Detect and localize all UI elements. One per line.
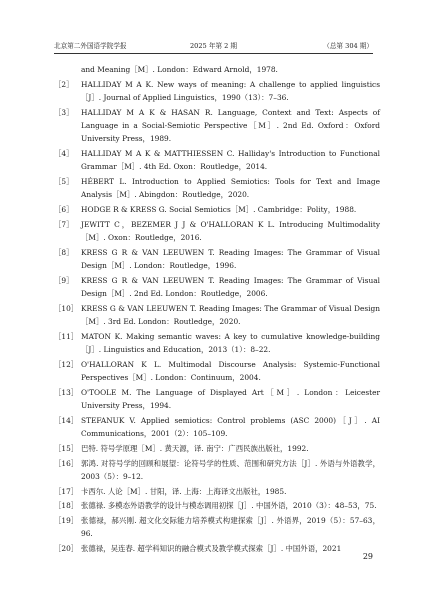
journal-name: 北京第二外国语学院学报 (54, 42, 127, 50)
reference-item (54, 514, 380, 540)
reference-text: MATON K. Making semantic waves: A key to cumulative knowledge-building［J］. Linguistics and Education，2013（1）：8–22. (81, 331, 380, 354)
reference-item (54, 203, 380, 216)
reference-number: ［3］ (54, 107, 74, 117)
reference-item (54, 147, 380, 173)
reference-number: ［13］ (54, 387, 79, 397)
reference-number: ［17］ (54, 486, 79, 496)
reference-text: KRESS G R & VAN LEEUWEN T. Reading Images: The Grammar of Visual Design［M］. 2nd Ed. London：Routledge，2006. (81, 275, 380, 298)
reference-number: ［15］ (54, 443, 79, 453)
reference-text: HALLIDAY M A K. New ways of meaning: A challenge to applied linguistics［J］. Journal of Applied Linguistics，1990（13）：7–36. (81, 79, 380, 102)
reference-item (54, 414, 380, 440)
reference-number: ［16］ (54, 458, 79, 468)
reference-number: ［4］ (54, 149, 74, 158)
header-divider (54, 53, 373, 54)
reference-number: ［2］ (54, 79, 74, 89)
reference-item (54, 457, 380, 483)
reference-number: ［18］ (54, 501, 79, 511)
reference-text: 卡西尔. 人论［M］. 甘阳，译. 上海：上海译文出版社，1985. (81, 486, 287, 496)
reference-text: and Meaning［M］. London：Edward Arnold，1978. (81, 65, 278, 74)
reference-item (54, 175, 380, 201)
page-number: 29 (362, 552, 373, 561)
reference-text: JEWITT C，BEZEMER J J & O'HALLORAN K L. Introducing Multimodality［M］. Oxon：Routledge，2016. (81, 219, 380, 242)
reference-number: ［14］ (54, 415, 79, 425)
reference-item (54, 274, 380, 300)
reference-number: ［20］ (54, 544, 79, 554)
reference-number: ［7］ (54, 219, 74, 229)
reference-item (54, 63, 380, 76)
reference-number: ［12］ (54, 359, 79, 369)
reference-item (54, 78, 380, 104)
reference-text: 张德禄，郝兴刚. 超文化交际能力培养模式构建探索［J］. 外语界，2019（5）：57–63，96. (81, 516, 380, 539)
running-header (54, 40, 373, 54)
reference-item (54, 218, 380, 244)
reference-item (54, 542, 380, 555)
reference-text: 张德禄，吴连春. 超学科知识的融合模式及教学模式探索［J］. 中国外语，2021 (81, 544, 342, 554)
reference-text: 巴特. 符号学原理［M］. 黄天源，译. 南宁：广西民族出版社，1992. (81, 443, 309, 453)
reference-text: KRESS G & VAN LEEUWEN T. Reading Images: The Grammar of Visual Design［M］. 3rd Ed. London：Routledge，2020. (81, 303, 380, 326)
reference-number: ［9］ (54, 275, 74, 285)
total-issue-label: （总第 304 期） (323, 42, 373, 50)
issue-label: 2025 年第 2 期 (189, 42, 238, 50)
reference-item (54, 358, 380, 384)
reference-item (54, 386, 380, 412)
reference-number: ［10］ (54, 303, 79, 313)
reference-number: ［19］ (54, 516, 79, 526)
reference-text: HALLIDAY M A K & HASAN R. Language, Context and Text: Aspects of Language in a Social-Semiotic Perspective［M］. 2nd Ed. Oxford：Oxford University Press，1989. (81, 107, 380, 144)
reference-text: HODGE R & KRESS G. Social Semiotics［M］. Cambridge：Polity，1988. (81, 205, 357, 214)
reference-number: ［8］ (54, 247, 74, 257)
reference-text: STEFANUK V. Applied semiotics: Control problems (ASC 2000)［J］. AI Communications，2001（2）：105–109. (81, 415, 380, 438)
reference-text: 郭鸿. 对符号学的回顾和展望：论符号学的性质、范围和研究方法［J］. 外语与外语教学，2003（5）：9–12. (81, 458, 380, 481)
reference-text: O'TOOLE M. The Language of Displayed Art［M］. London：Leicester University Press，1994. (81, 387, 380, 410)
reference-text: O'HALLORAN K L. Multimodal Discourse Analysis: Systemic-Functional Perspectives［M］. London：Continuum，2004. (81, 359, 380, 382)
reference-item (54, 106, 380, 146)
reference-text: HALLIDAY M A K & MATTHIESSEN C. Halliday's Introduction to Functional Grammar［M］. 4th Ed. Oxon：Routledge，2014. (81, 149, 380, 172)
reference-item (54, 485, 380, 498)
reference-number: ［5］ (54, 177, 74, 186)
reference-item (54, 330, 380, 356)
reference-item (54, 246, 380, 272)
reference-text: KRESS G R & VAN LEEUWEN T. Reading Images: The Grammar of Visual Design［M］. London：Routledge，1996. (81, 247, 380, 270)
reference-text: HÉBERT L. Introduction to Applied Semiotics: Tools for Text and Image Analysis［M］. Abingdon：Routledge，2020. (81, 177, 380, 200)
reference-text: 张德禄. 多模态外语教学的设计与模态调用初探［J］. 中国外语，2010（3）：48–53，75. (81, 501, 377, 511)
reference-item (54, 442, 380, 455)
reference-item (54, 302, 380, 328)
reference-number: ［11］ (54, 331, 79, 341)
reference-list (54, 63, 380, 557)
reference-item (54, 499, 380, 512)
reference-number: ［6］ (54, 205, 74, 214)
